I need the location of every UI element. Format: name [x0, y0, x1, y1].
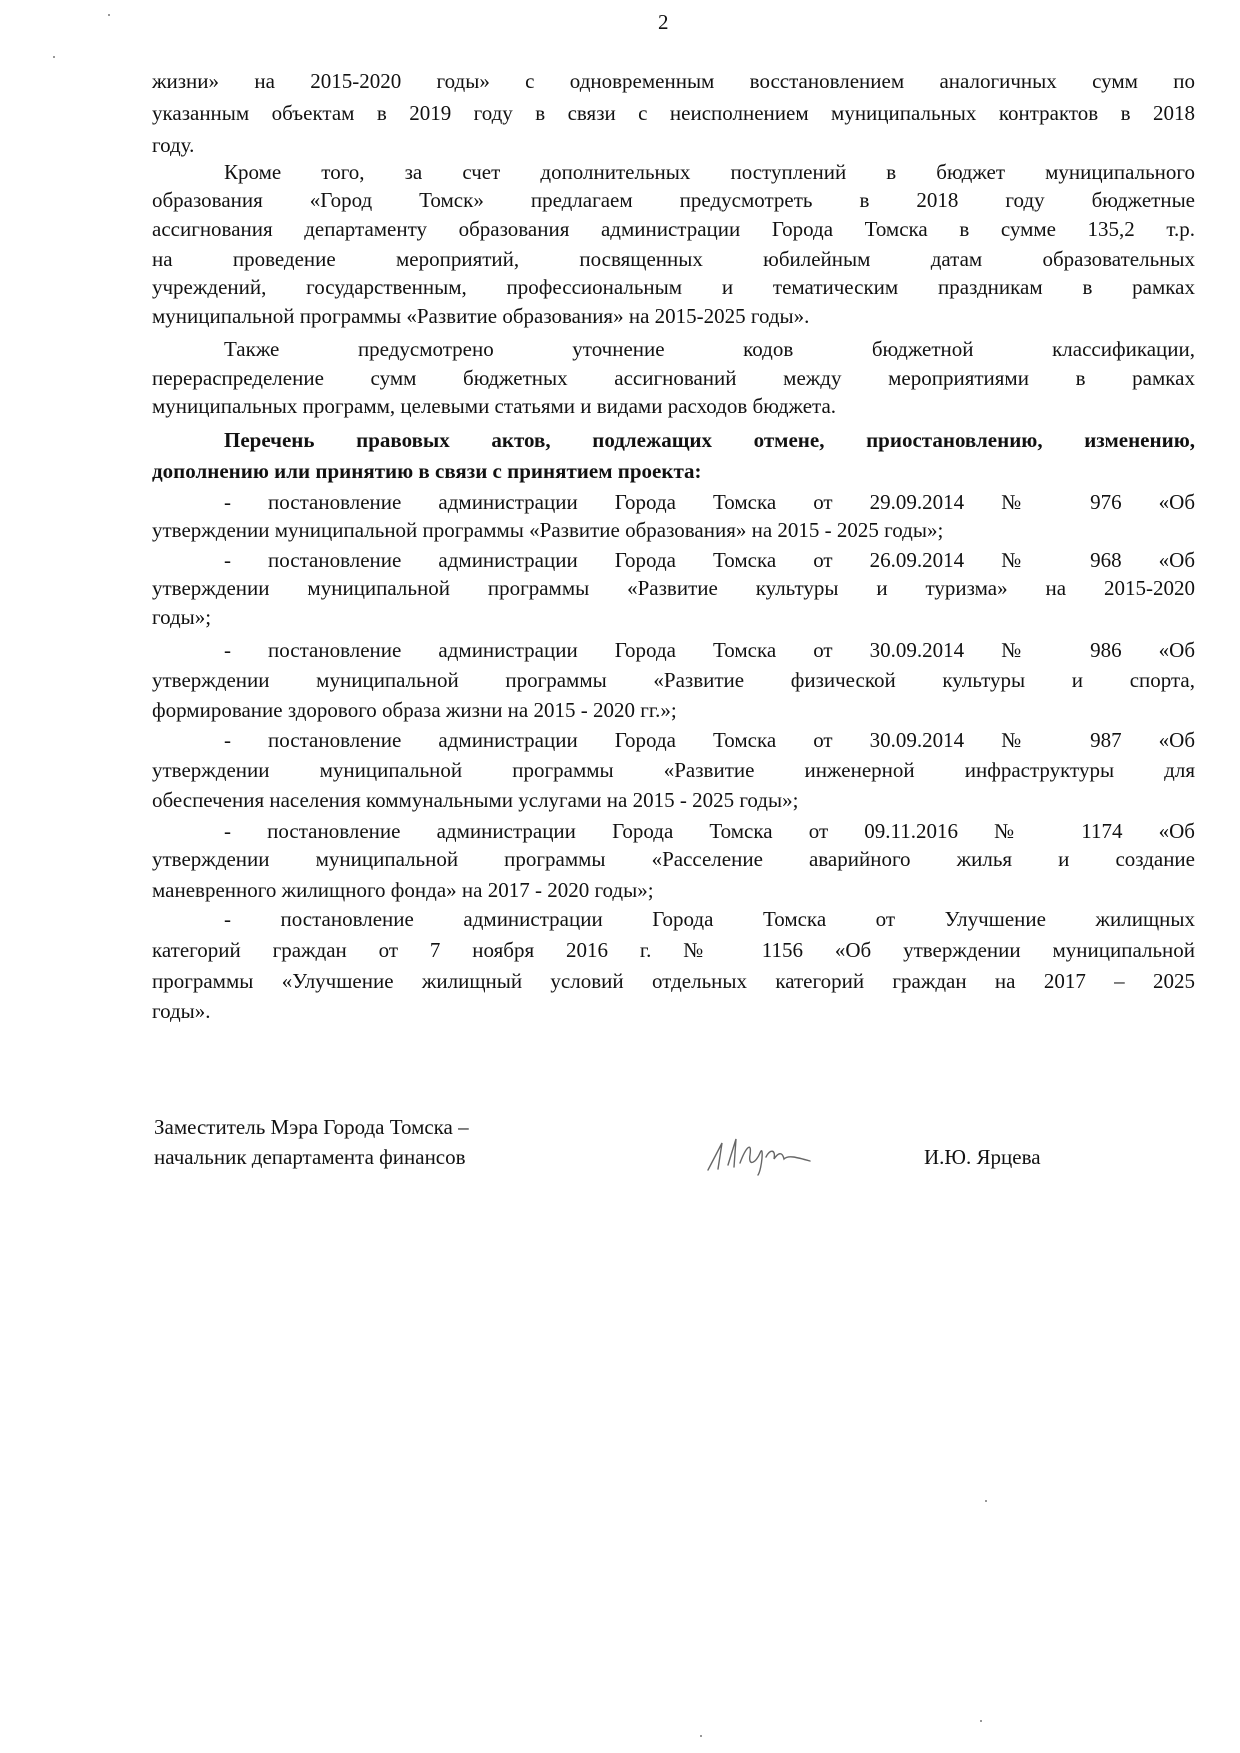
- body-line: перераспределение сумм бюджетных ассигнований между мероприятиями в рамках: [152, 366, 1195, 390]
- body-line: на проведение мероприятий, посвященных юбилейным датам образовательных: [152, 247, 1195, 271]
- handwritten-signature: [700, 1125, 850, 1180]
- body-line: году.: [152, 133, 195, 157]
- scan-speck: [700, 1735, 702, 1737]
- body-line: муниципальной программы «Развитие образования» на 2015-2025 годы».: [152, 304, 810, 328]
- body-line: указанным объектам в 2019 году в связи с неисполнением муниципальных контрактов в 2018: [152, 101, 1195, 125]
- list-item-line: утверждении муниципальной программы «Развитие образования» на 2015 - 2025 годы»;: [152, 518, 944, 542]
- scan-speck: [985, 1500, 987, 1502]
- list-item-line: программы «Улучшение жилищный условий отдельных категорий граждан на 2017 – 2025: [152, 969, 1195, 993]
- list-item-line: обеспечения населения коммунальными услугами на 2015 - 2025 годы»;: [152, 788, 799, 812]
- list-item-line: утверждении муниципальной программы «Развитие культуры и туризма» на 2015-2020: [152, 576, 1195, 600]
- scan-speck: [53, 56, 55, 58]
- list-item-line: годы»;: [152, 605, 212, 629]
- section-heading-line: дополнению или принятию в связи с принятием проекта:: [152, 459, 702, 483]
- page-number: 2: [658, 10, 669, 34]
- body-line: жизни» на 2015-2020 годы» с одновременным восстановлением аналогичных сумм по: [152, 69, 1195, 93]
- list-item-line: утверждении муниципальной программы «Расселение аварийного жилья и создание: [152, 847, 1195, 871]
- body-line: Также предусмотрено уточнение кодов бюджетной классификации,: [224, 337, 1195, 361]
- list-item-line: - постановление администрации Города Томска от 29.09.2014 № 976 «Об: [224, 490, 1195, 514]
- list-item-line: - постановление администрации Города Томска от Улучшение жилищных: [224, 907, 1195, 931]
- list-item-line: маневренного жилищного фонда» на 2017 - 2020 годы»;: [152, 878, 654, 902]
- list-item-line: формирование здорового образа жизни на 2015 - 2020 гг.»;: [152, 698, 677, 722]
- list-item-line: категорий граждан от 7 ноября 2016 г. № 1156 «Об утверждении муниципальной: [152, 938, 1195, 962]
- signatory-name: И.Ю. Ярцева: [924, 1145, 1041, 1169]
- section-heading-line: Перечень правовых актов, подлежащих отмене, приостановлению, изменению,: [224, 428, 1195, 452]
- list-item-line: - постановление администрации Города Томска от 09.11.2016 № 1174 «Об: [224, 819, 1195, 843]
- body-line: учреждений, государственным, профессиональным и тематическим праздникам в рамках: [152, 275, 1195, 299]
- list-item-line: утверждении муниципальной программы «Развитие инженерной инфраструктуры для: [152, 758, 1195, 782]
- scan-speck: [980, 1720, 982, 1722]
- list-item-line: утверждении муниципальной программы «Развитие физической культуры и спорта,: [152, 668, 1195, 692]
- list-item-line: - постановление администрации Города Томска от 30.09.2014 № 987 «Об: [224, 728, 1195, 752]
- body-line: Кроме того, за счет дополнительных поступлений в бюджет муниципального: [224, 160, 1195, 184]
- list-item-line: - постановление администрации Города Томска от 26.09.2014 № 968 «Об: [224, 548, 1195, 572]
- body-line: образования «Город Томск» предлагаем предусмотреть в 2018 году бюджетные: [152, 188, 1195, 212]
- list-item-line: годы».: [152, 999, 211, 1023]
- body-line: муниципальных программ, целевыми статьями и видами расходов бюджета.: [152, 394, 837, 418]
- scan-speck: [108, 14, 110, 16]
- body-line: ассигнования департаменту образования администрации Города Томска в сумме 135,2 т.р.: [152, 217, 1195, 241]
- signatory-position-line1: Заместитель Мэра Города Томска –: [154, 1115, 469, 1139]
- signatory-position-line2: начальник департамента финансов: [154, 1145, 466, 1169]
- list-item-line: - постановление администрации Города Томска от 30.09.2014 № 986 «Об: [224, 638, 1195, 662]
